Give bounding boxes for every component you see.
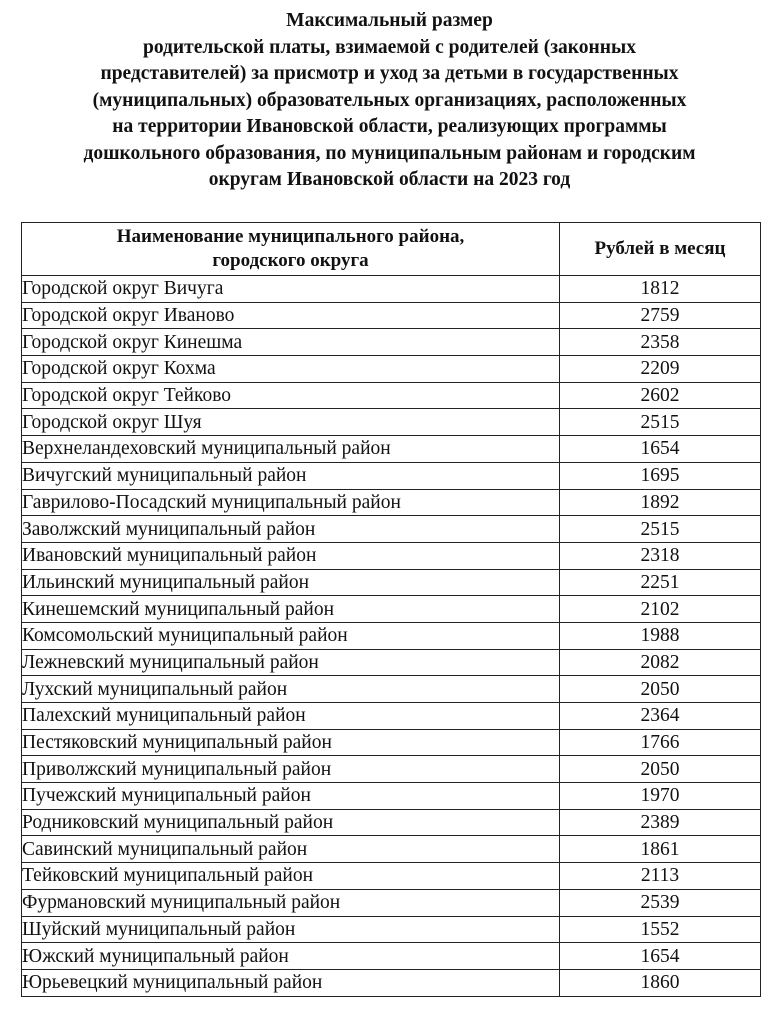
fee-value-cell: 1654: [560, 436, 761, 463]
table-row: [22, 809, 761, 836]
district-name-cell: Вичугский муниципальный район: [22, 462, 560, 489]
table-row: [22, 889, 761, 916]
table-row: [22, 382, 761, 409]
fee-value-cell: 1766: [560, 729, 761, 756]
district-name-cell: Городской округ Шуя: [22, 409, 560, 436]
table-row: [22, 676, 761, 703]
fee-value-cell: 1552: [560, 916, 761, 943]
column-header-name-line: Наименование муниципального района,: [116, 226, 465, 247]
district-name-cell: Городской округ Тейково: [22, 382, 560, 409]
table-row: [22, 462, 761, 489]
district-name-cell: Городской округ Вичуга: [22, 276, 560, 303]
fee-value-cell: 2602: [560, 382, 761, 409]
fee-value-cell: 2515: [560, 516, 761, 543]
fee-value-cell: 2113: [560, 863, 761, 890]
fee-value-cell: 2539: [560, 889, 761, 916]
district-name-cell: Родниковский муниципальный район: [22, 809, 560, 836]
district-name-cell: Пестяковский муниципальный район: [22, 729, 560, 756]
title-line: Максимальный размер: [286, 10, 493, 31]
fee-value-cell: 1988: [560, 622, 761, 649]
district-name-cell: Пучежский муниципальный район: [22, 783, 560, 810]
district-name-cell: Заволжский муниципальный район: [22, 516, 560, 543]
table-row: [22, 596, 761, 623]
table-header-row: [22, 223, 761, 276]
fee-value-cell: 1695: [560, 462, 761, 489]
table-row: [22, 622, 761, 649]
fee-value-cell: 2209: [560, 356, 761, 383]
district-name-cell: Кинешемский муниципальный район: [22, 596, 560, 623]
table-row: [22, 542, 761, 569]
table-row: [22, 649, 761, 676]
table-row: [22, 703, 761, 730]
fee-value-cell: 1654: [560, 943, 761, 970]
fee-value-cell: 2759: [560, 302, 761, 329]
table-row: [22, 916, 761, 943]
fee-value-cell: 2515: [560, 409, 761, 436]
document-title: [0, 8, 779, 194]
fee-value-cell: 2082: [560, 649, 761, 676]
table-body: [22, 276, 761, 997]
fee-value-cell: 2050: [560, 756, 761, 783]
district-name-cell: Лухский муниципальный район: [22, 676, 560, 703]
district-name-cell: Гаврилово-Посадский муниципальный район: [22, 489, 560, 516]
table-row: [22, 783, 761, 810]
district-name-cell: Фурмановский муниципальный район: [22, 889, 560, 916]
table-row: [22, 836, 761, 863]
fee-value-cell: 2358: [560, 329, 761, 356]
column-header-name: [22, 223, 560, 276]
district-name-cell: Юрьевецкий муниципальный район: [22, 969, 560, 996]
title-line: представителей) за присмотр и уход за детьми в государственных: [100, 63, 679, 84]
district-name-cell: Савинский муниципальный район: [22, 836, 560, 863]
district-name-cell: Шуйский муниципальный район: [22, 916, 560, 943]
district-name-cell: Городской округ Кохма: [22, 356, 560, 383]
district-name-cell: Палехский муниципальный район: [22, 703, 560, 730]
table-row: [22, 863, 761, 890]
fee-value-cell: 1812: [560, 276, 761, 303]
table-row: [22, 409, 761, 436]
district-name-cell: Южский муниципальный район: [22, 943, 560, 970]
district-name-cell: Ивановский муниципальный район: [22, 542, 560, 569]
fee-value-cell: 2050: [560, 676, 761, 703]
fee-value-cell: 2102: [560, 596, 761, 623]
table-row: [22, 729, 761, 756]
table-row: [22, 436, 761, 463]
fee-value-cell: 2318: [560, 542, 761, 569]
fee-value-cell: 2364: [560, 703, 761, 730]
district-name-cell: Верхнеландеховский муниципальный район: [22, 436, 560, 463]
table-row: [22, 969, 761, 996]
table-row: [22, 329, 761, 356]
fee-value-cell: 1861: [560, 836, 761, 863]
district-name-cell: Приволжский муниципальный район: [22, 756, 560, 783]
fee-table: [21, 222, 761, 997]
column-header-value: Рублей в месяц: [560, 223, 761, 276]
table-row: [22, 356, 761, 383]
district-name-cell: Лежневский муниципальный район: [22, 649, 560, 676]
district-name-cell: Комсомольский муниципальный район: [22, 622, 560, 649]
column-header-name-line: городского округа: [212, 250, 369, 271]
table-row: [22, 943, 761, 970]
table-row: [22, 302, 761, 329]
title-line: (муниципальных) образовательных организациях, расположенных: [92, 89, 687, 111]
title-line: дошкольного образования, по муниципальным районам и городским: [83, 142, 696, 164]
fee-value-cell: 1970: [560, 783, 761, 810]
table-row: [22, 276, 761, 303]
table-row: [22, 756, 761, 783]
table-row: [22, 516, 761, 543]
district-name-cell: Городской округ Кинешма: [22, 329, 560, 356]
title-line: родительской платы, взимаемой с родителей (законных: [143, 36, 636, 58]
table-row: [22, 489, 761, 516]
title-line: на территории Ивановской области, реализующих программы: [112, 116, 667, 137]
fee-value-cell: 2251: [560, 569, 761, 596]
district-name-cell: Тейковский муниципальный район: [22, 863, 560, 890]
table-row: [22, 569, 761, 596]
district-name-cell: Ильинский муниципальный район: [22, 569, 560, 596]
district-name-cell: Городской округ Иваново: [22, 302, 560, 329]
fee-value-cell: 2389: [560, 809, 761, 836]
fee-value-cell: 1860: [560, 969, 761, 996]
fee-value-cell: 1892: [560, 489, 761, 516]
title-line: округам Ивановской области на 2023 год: [208, 169, 571, 190]
